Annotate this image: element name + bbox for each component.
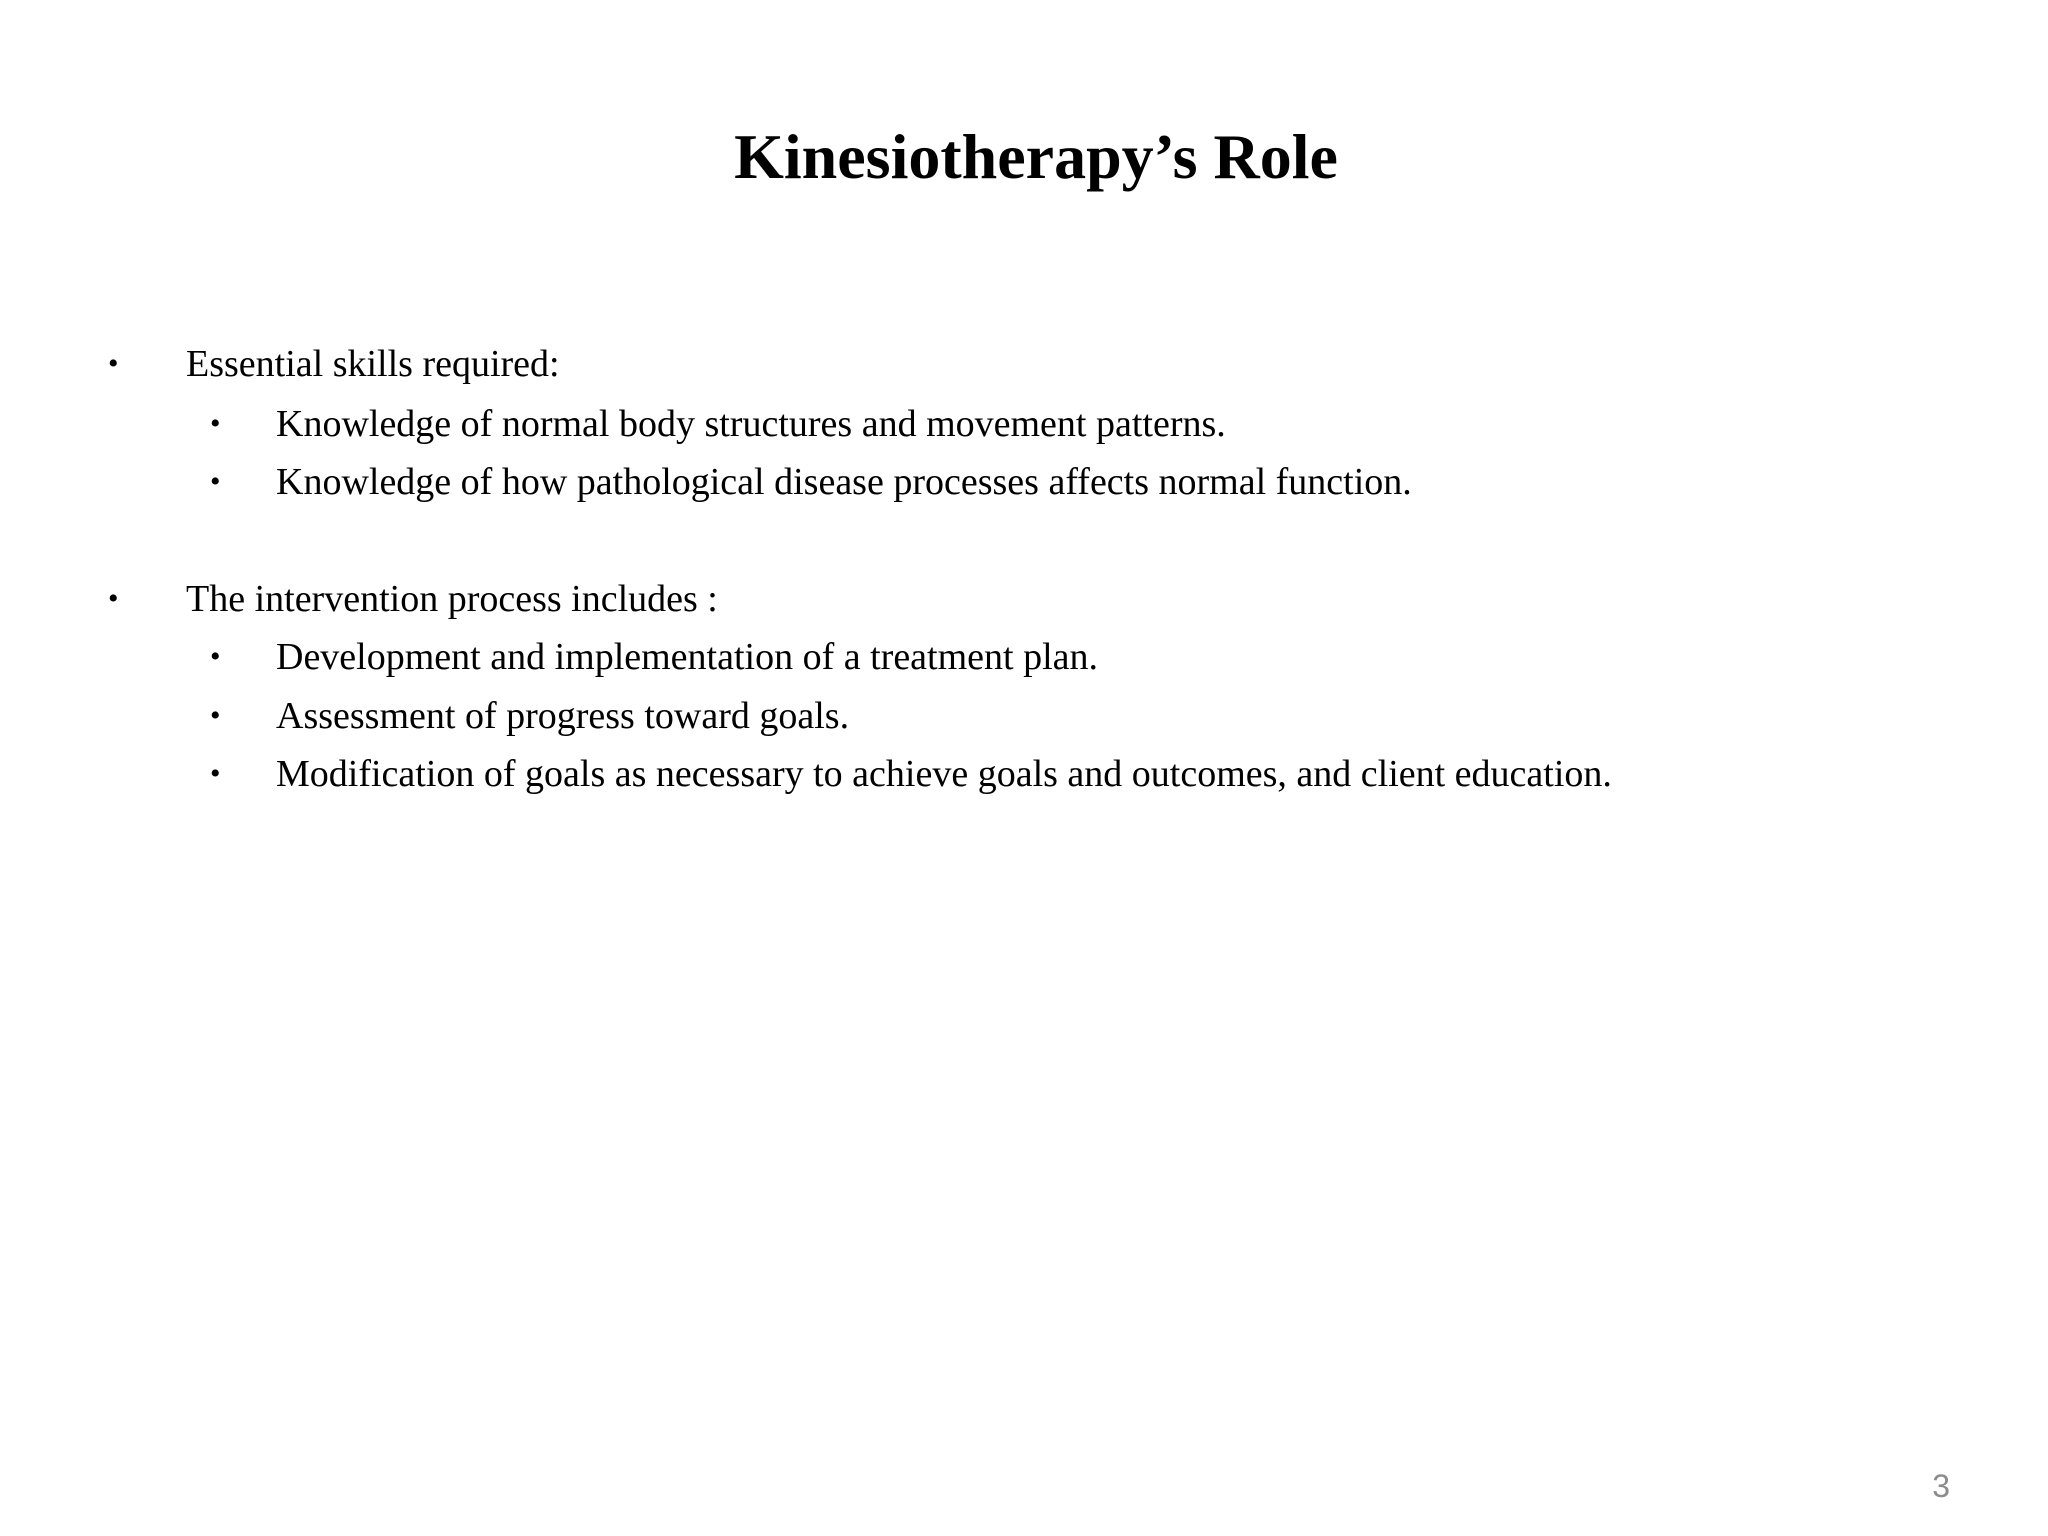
bullet-icon: • <box>210 640 221 673</box>
bullet-item-intervention-process <box>0 570 2048 628</box>
slide-title: Kinesiotherapy’s Role <box>734 121 1338 192</box>
bullet-icon: • <box>108 347 119 380</box>
sub-bullet-text: Knowledge of normal body structures and movement patterns. <box>276 403 1226 445</box>
bullet-item-essential-skills <box>0 335 2048 393</box>
bullet-icon: • <box>108 582 119 615</box>
bullet-icon: • <box>210 407 221 440</box>
sub-bullet-text: Assessment of progress toward goals. <box>276 695 850 737</box>
sub-bullet-item <box>0 453 2048 511</box>
sub-bullet-item <box>0 628 2048 686</box>
sub-bullet-text: Knowledge of how pathological disease processes affects normal function. <box>276 461 1412 503</box>
bullet-icon: • <box>210 699 221 732</box>
sub-bullet-text: Modification of goals as necessary to achieve goals and outcomes, and client education. <box>276 753 1612 795</box>
bullet-text: The intervention process includes : <box>186 578 718 620</box>
sub-bullet-item <box>0 687 2048 745</box>
bullet-icon: • <box>210 465 221 498</box>
sub-bullet-text: Development and implementation of a treatment plan. <box>276 636 1099 678</box>
bullet-text: Essential skills required: <box>186 343 560 385</box>
sub-bullet-item <box>0 745 2048 803</box>
page-number: 3 <box>1932 1468 1950 1504</box>
sub-bullet-item <box>0 395 2048 453</box>
bullet-icon: • <box>210 757 221 790</box>
